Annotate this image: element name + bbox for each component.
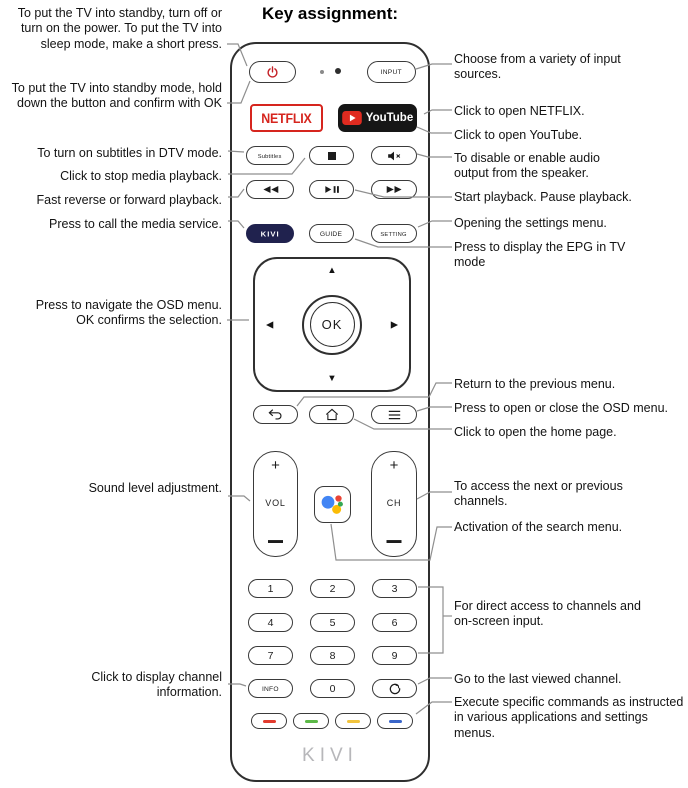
input-button-label: INPUT (380, 68, 403, 76)
digit-8-button[interactable]: 8 (310, 646, 355, 665)
subtitles-button[interactable] (246, 146, 294, 165)
play-pause-button[interactable] (309, 180, 354, 199)
color-button-blue[interactable] (377, 713, 413, 729)
fast-forward-icon (386, 185, 403, 194)
kivi-media-button[interactable] (246, 224, 294, 243)
info-button[interactable] (248, 679, 293, 698)
settings-button-label: SETTING (380, 230, 408, 237)
label-number-keys: For direct access to channels and on-screen input. (454, 599, 641, 629)
label-channel-switch: To access the next or previous channels. (454, 479, 623, 509)
youtube-button[interactable] (338, 104, 417, 132)
yellow-dash-icon (347, 720, 360, 723)
settings-button[interactable] (371, 224, 417, 243)
guide-button-label: GUIDE (320, 229, 343, 238)
volume-up-button[interactable]: + (271, 457, 280, 474)
rewind-button[interactable] (246, 180, 294, 199)
green-dash-icon (305, 720, 318, 723)
label-osd-navigation: Press to navigate the OSD menu. OK confirms the selection. (35, 298, 222, 328)
channel-up-button[interactable]: + (389, 457, 399, 474)
label-youtube: Click to open YouTube. (454, 128, 583, 142)
last-channel-loop-icon (389, 683, 401, 695)
mute-button[interactable] (371, 146, 417, 165)
return-arrow-icon (268, 409, 283, 420)
brand-logo: KIVI (302, 745, 358, 766)
color-button-yellow[interactable] (335, 713, 371, 729)
ok-button-label: OK (310, 302, 355, 347)
youtube-button-label: YouTube (365, 112, 414, 124)
label-transport: Fast reverse or forward playback. (36, 193, 222, 207)
channel-label: CH (386, 498, 402, 508)
label-mute: To disable or enable audio output from the speaker. (454, 151, 600, 181)
remote-control (230, 42, 430, 782)
power-button[interactable] (249, 61, 296, 83)
guide-button[interactable] (309, 224, 354, 243)
google-assistant-button[interactable] (314, 486, 351, 523)
label-volume: Sound level adjustment. (88, 481, 222, 495)
red-dash-icon (263, 720, 276, 723)
volume-label: VOL (265, 498, 286, 508)
mic-dot (335, 68, 341, 74)
label-subtitles: To turn on subtitles in DTV mode. (37, 146, 222, 160)
dpad (253, 257, 411, 392)
label-last-channel: Go to the last viewed channel. (454, 672, 622, 686)
subtitles-button-label: Subtitles (258, 152, 282, 159)
home-button[interactable] (309, 405, 354, 424)
dpad-right-button[interactable]: ▶ (390, 318, 398, 330)
label-playback: Start playback. Pause playback. (454, 190, 632, 204)
volume-rocker (253, 451, 298, 557)
google-assistant-dots-icon (319, 491, 346, 518)
label-epg: Press to display the EPG in TV mode (454, 240, 626, 270)
fast-forward-button[interactable] (371, 180, 417, 199)
volume-down-button[interactable]: — (268, 523, 283, 558)
netflix-button[interactable] (250, 104, 323, 132)
label-stop: Click to stop media playback. (60, 169, 222, 183)
play-pause-icon (324, 185, 340, 194)
youtube-play-icon (342, 111, 362, 125)
label-power-standby: To put the TV into standby, turn off or turn on the power. To put the TV into sleep mode, make a short press. (17, 6, 222, 51)
color-button-red[interactable] (251, 713, 287, 729)
dpad-down-button[interactable]: ▼ (327, 372, 337, 384)
dpad-left-button[interactable]: ◀ (266, 318, 274, 330)
stop-button[interactable] (309, 146, 354, 165)
channel-down-button[interactable]: — (386, 523, 402, 558)
label-osd-menu: Press to open or close the OSD menu. (454, 401, 668, 415)
label-home: Click to open the home page. (454, 425, 617, 439)
digit-9-button[interactable]: 9 (372, 646, 417, 665)
dpad-up-button[interactable]: ▲ (327, 265, 337, 276)
color-button-green[interactable] (293, 713, 329, 729)
status-led-dot (320, 70, 324, 74)
netflix-button-label: NETFLIX (261, 110, 312, 126)
page-title: Key assignment: (261, 4, 399, 23)
label-search: Activation of the search menu. (454, 520, 623, 534)
speaker-mute-icon (387, 150, 401, 162)
input-button[interactable] (367, 61, 416, 83)
label-back: Return to the previous menu. (454, 377, 616, 391)
power-icon (265, 65, 280, 80)
ok-button[interactable] (302, 295, 362, 355)
rewind-icon (262, 185, 279, 194)
label-channel-info: Click to display channel information. (91, 670, 222, 700)
label-color-keys: Execute specific commands as instructed in various applications and settings menus. (454, 695, 684, 740)
label-netflix: Click to open NETFLIX. (454, 104, 585, 118)
digit-2-button[interactable]: 2 (310, 579, 355, 598)
digit-1-button[interactable]: 1 (248, 579, 293, 598)
label-power-hold: To put the TV into standby mode, hold down the button and confirm with OK (11, 81, 222, 111)
digit-5-button[interactable]: 5 (310, 613, 355, 632)
label-input-sources: Choose from a variety of input sources. (454, 52, 621, 82)
blue-dash-icon (389, 720, 402, 723)
digit-6-button[interactable]: 6 (372, 613, 417, 632)
menu-lines-icon (388, 410, 401, 420)
kivi-media-button-label: KIVI (260, 229, 280, 238)
last-channel-button[interactable] (372, 679, 417, 698)
menu-button[interactable] (371, 405, 417, 424)
digit-0-button[interactable]: 0 (310, 679, 355, 698)
home-icon (325, 408, 339, 421)
back-button[interactable] (253, 405, 298, 424)
digit-3-button[interactable]: 3 (372, 579, 417, 598)
label-settings: Opening the settings menu. (454, 216, 607, 230)
channel-rocker (371, 451, 417, 557)
digit-4-button[interactable]: 4 (248, 613, 293, 632)
label-media-service: Press to call the media service. (49, 217, 222, 231)
info-button-label: INFO (262, 684, 279, 693)
digit-7-button[interactable]: 7 (248, 646, 293, 665)
stop-square-icon (328, 152, 336, 160)
